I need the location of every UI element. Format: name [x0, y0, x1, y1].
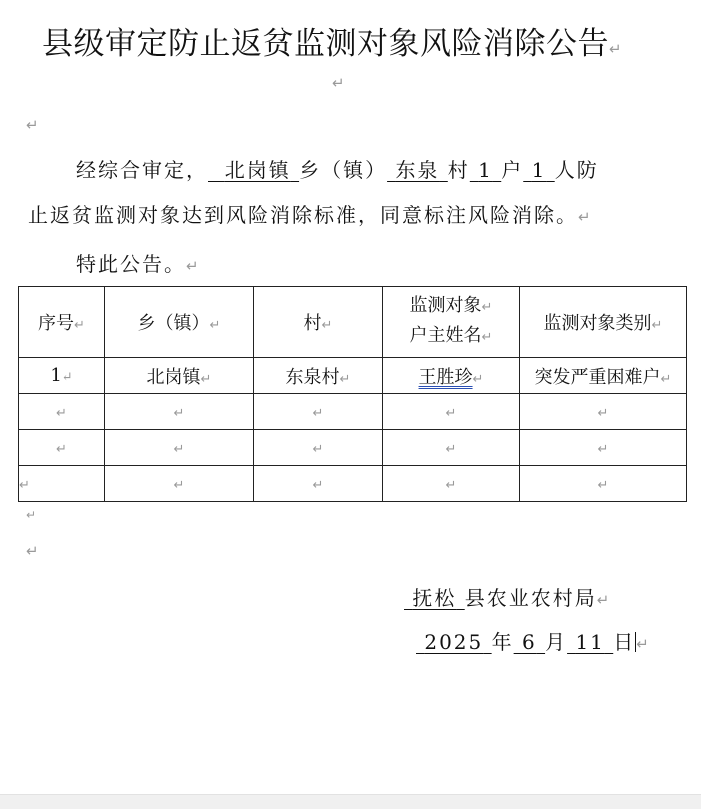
notice-text: 特此公告。	[76, 252, 186, 276]
cell-text: 1	[50, 365, 62, 386]
cell-text: 东泉村	[285, 366, 340, 388]
paragraph-mark-icon: ↵	[596, 591, 612, 609]
paragraph-mark-icon: ↵	[445, 478, 457, 493]
table-row	[19, 358, 687, 394]
year-field[interactable]	[416, 630, 492, 654]
table-cell[interactable]	[105, 466, 254, 502]
title-text: 县级审定防止返贫监测对象风险消除公告	[42, 26, 609, 62]
paragraph-mark-icon: ↵	[597, 478, 609, 493]
table-row	[19, 466, 687, 502]
paragraph-mark-icon: ↵	[321, 318, 333, 333]
table-cell[interactable]	[520, 466, 687, 502]
org-suffix: 县农业农村局	[464, 586, 597, 610]
day-label: 日	[613, 630, 636, 654]
document-title	[42, 18, 622, 63]
paragraph-mark-icon: ↵	[312, 478, 324, 493]
cell-text: 王胜珍	[418, 366, 473, 388]
paragraph-mark-icon: ↵	[56, 442, 67, 457]
table-cell[interactable]	[254, 430, 383, 466]
table-cell[interactable]	[19, 394, 105, 430]
day-value: 11	[575, 630, 605, 654]
header-cell[interactable]	[19, 287, 105, 358]
village-suffix: 村	[447, 158, 470, 182]
table-cell[interactable]	[520, 430, 687, 466]
village-value: 东泉	[395, 158, 440, 182]
paragraph-mark-icon: ↵	[173, 442, 185, 457]
header-cell[interactable]	[520, 287, 687, 358]
village-field[interactable]	[387, 158, 448, 182]
table-cell[interactable]	[105, 394, 254, 430]
page-bottom-bar	[0, 794, 701, 809]
table-cell[interactable]	[383, 358, 520, 394]
households-suffix: 户	[501, 158, 524, 182]
header-text: 序号	[38, 313, 75, 334]
paragraph-mark-icon: ↵	[332, 74, 345, 92]
body-line-2	[28, 199, 593, 228]
signature-date	[416, 626, 651, 655]
body-prefix: 经综合审定，	[76, 158, 208, 182]
table-row	[19, 394, 687, 430]
persons-field[interactable]	[523, 158, 554, 182]
header-cell[interactable]	[383, 287, 520, 358]
year-label: 年	[491, 630, 514, 654]
households-value: 1	[478, 158, 493, 182]
paragraph-mark-icon: ↵	[339, 371, 351, 387]
table-cell[interactable]	[520, 394, 687, 430]
table-cell[interactable]	[19, 358, 105, 394]
table-cell[interactable]	[105, 430, 254, 466]
paragraph-mark-icon: ↵	[578, 208, 593, 226]
header-text: 乡（镇）	[137, 313, 210, 334]
header-cell[interactable]	[254, 287, 383, 358]
cell-text: 北岗镇	[146, 366, 201, 388]
table-cell[interactable]	[383, 430, 520, 466]
paragraph-mark-icon: ↵	[26, 542, 39, 560]
paragraph-mark-icon: ↵	[19, 478, 30, 493]
paragraph-mark-icon: ↵	[209, 318, 221, 333]
header-text: 监测对象类别	[543, 313, 652, 334]
day-field[interactable]	[567, 630, 613, 654]
table-cell[interactable]	[383, 394, 520, 430]
paragraph-mark-icon: ↵	[56, 406, 67, 421]
paragraph-mark-icon: ↵	[61, 370, 73, 385]
table-cell[interactable]	[520, 358, 687, 394]
table-cell[interactable]	[254, 394, 383, 430]
paragraph-mark-icon: ↵	[173, 406, 185, 421]
table-cell[interactable]	[254, 466, 383, 502]
monitoring-table	[18, 286, 687, 502]
paragraph-mark-icon: ↵	[26, 116, 39, 134]
households-field[interactable]	[470, 158, 501, 182]
header-text: 户主姓名	[409, 325, 482, 346]
header-text: 村	[303, 313, 322, 334]
persons-value: 1	[531, 158, 547, 182]
paragraph-mark-icon: ↵	[186, 257, 201, 275]
paragraph-mark-icon: ↵	[660, 371, 672, 387]
paragraph-mark-icon: ↵	[26, 508, 37, 522]
paragraph-mark-icon: ↵	[651, 318, 663, 333]
county-value: 抚松	[412, 586, 457, 610]
paragraph-mark-icon: ↵	[597, 406, 609, 421]
notice-line	[76, 248, 201, 277]
paragraph-mark-icon: ↵	[481, 330, 493, 345]
table-cell[interactable]	[254, 358, 383, 394]
paragraph-mark-icon: ↵	[481, 300, 493, 315]
body-line-1	[76, 154, 599, 183]
paragraph-mark-icon: ↵	[609, 40, 623, 58]
paragraph-mark-icon: ↵	[597, 442, 609, 457]
paragraph-mark-icon: ↵	[445, 406, 457, 421]
paragraph-mark-icon: ↵	[636, 635, 651, 653]
paragraph-mark-icon: ↵	[200, 371, 212, 387]
town-field[interactable]	[208, 158, 299, 182]
header-text: 监测对象	[409, 295, 482, 316]
paragraph-mark-icon: ↵	[312, 442, 324, 457]
month-label: 月	[545, 630, 568, 654]
paragraph-mark-icon: ↵	[472, 371, 484, 387]
header-cell[interactable]	[105, 287, 254, 358]
town-value: 北岗镇	[224, 158, 291, 182]
signature-org	[404, 582, 611, 611]
body-line2-text: 止返贫监测对象达到风险消除标准，同意标注风险消除。	[28, 203, 578, 227]
town-suffix: 乡（镇）	[299, 158, 388, 182]
year-value: 2025	[424, 630, 484, 654]
table-cell[interactable]	[19, 466, 105, 502]
month-value: 6	[521, 630, 537, 654]
table-header-row	[19, 287, 687, 358]
table-cell[interactable]	[19, 430, 105, 466]
paragraph-mark-icon: ↵	[312, 406, 324, 421]
table-row	[19, 430, 687, 466]
cell-text: 突发严重困难户	[534, 366, 661, 388]
county-field[interactable]	[404, 586, 465, 610]
body-line1-end: 人防	[554, 158, 599, 182]
paragraph-mark-icon: ↵	[173, 478, 185, 493]
table-cell[interactable]	[105, 358, 254, 394]
paragraph-mark-icon: ↵	[445, 442, 457, 457]
month-field[interactable]	[514, 630, 545, 654]
paragraph-mark-icon: ↵	[74, 318, 85, 333]
table-cell[interactable]	[383, 466, 520, 502]
